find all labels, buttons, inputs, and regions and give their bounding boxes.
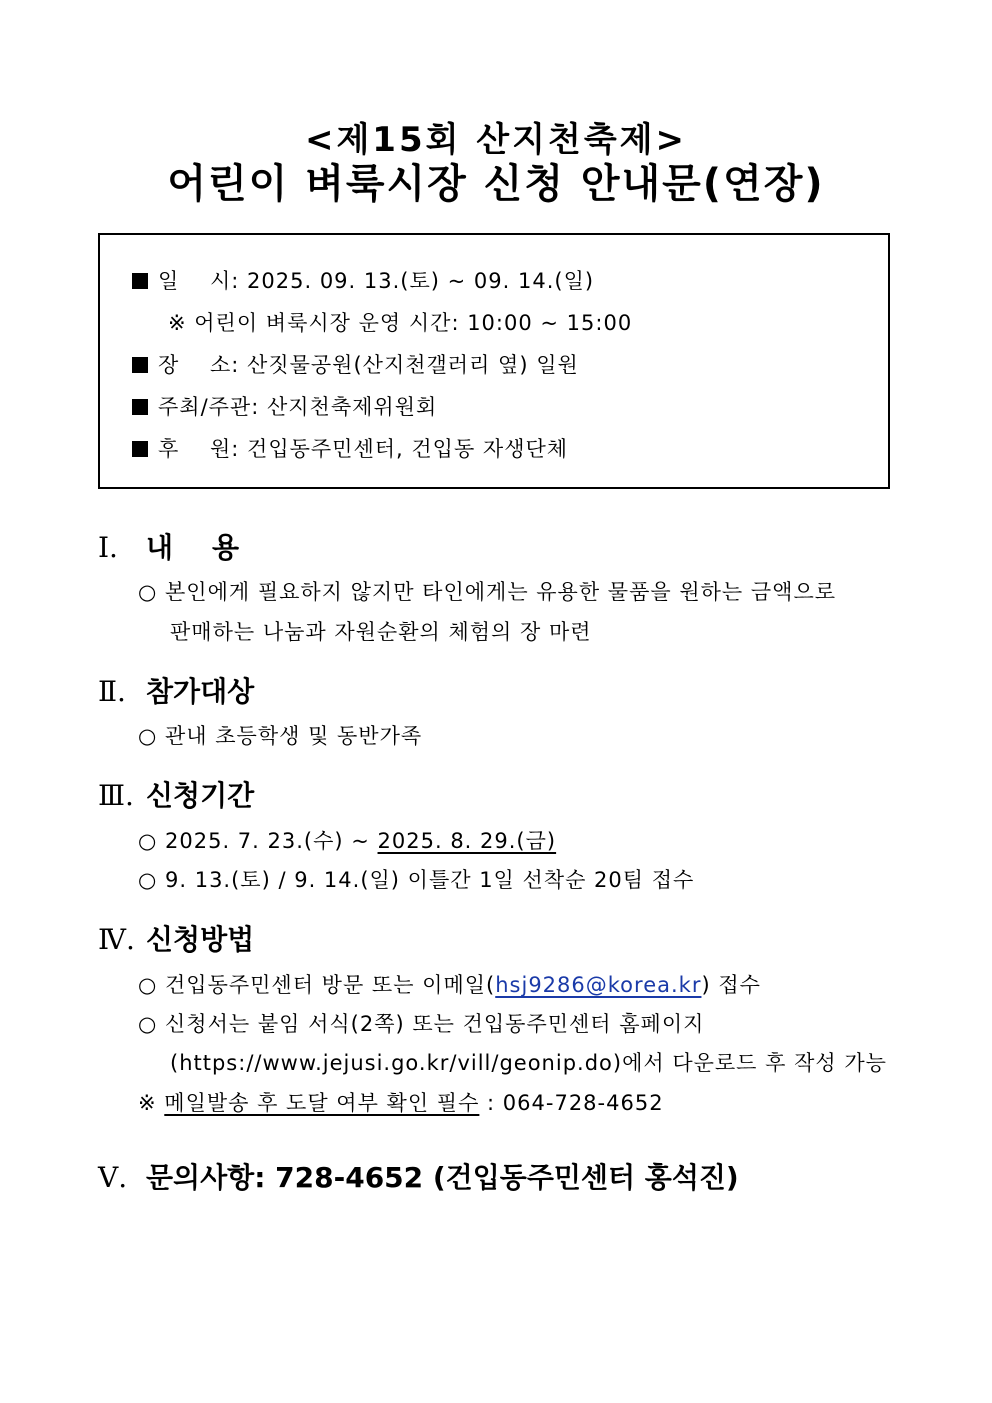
section-3-line-2: ○ 9. 13.(토) / 9. 14.(일) 이틀간 1일 선착순 20팀 접수 — [138, 868, 695, 892]
section-4-line-1: ○ 건입동주민센터 방문 또는 이메일(hsj9286@korea.kr) 접수 — [138, 973, 761, 997]
section-4-line-2: ○ 신청서는 붙임 서식(2쪽) 또는 건입동주민센터 홈페이지 — [138, 1012, 705, 1036]
section-3-heading: Ⅲ. 신청기간 — [98, 779, 255, 812]
square-bullet-icon — [132, 273, 148, 289]
section-1-line-1: ○ 본인에게 필요하지 않지만 타인에게는 유용한 물품을 원하는 금액으로 — [138, 580, 837, 604]
section-1-line-2: 판매하는 나눔과 자원순환의 체험의 장 마련 — [170, 620, 592, 644]
info-date: 일 시: 2025. 09. 13.(토) ~ 09. 14.(일) — [132, 265, 594, 295]
info-support: 후 원: 건입동주민센터, 건입동 자생단체 — [132, 433, 568, 463]
square-bullet-icon — [132, 441, 148, 457]
info-place: 장 소: 산짓물공원(산지천갤러리 옆) 일원 — [132, 349, 579, 379]
section-4-line-3: (https://www.jejusi.go.kr/vill/geonip.do)에서 다운로드 후 작성 가능 — [170, 1051, 887, 1075]
section-5-heading: Ⅴ. 문의사항: 728-4652 (건입동주민센터 홍석진) — [98, 1161, 739, 1194]
deadline-date: 2025. 8. 29.(금) — [377, 829, 557, 853]
email-link[interactable]: hsj9286@korea.kr — [495, 973, 702, 997]
title-main: 어린이 벼룩시장 신청 안내문(연장) — [167, 161, 825, 207]
section-2-line-1: ○ 관내 초등학생 및 동반가족 — [138, 724, 423, 748]
info-note: ※ 어린이 벼룩시장 운영 시간: 10:00 ~ 15:00 — [168, 311, 633, 335]
section-4-note: ※ 메일발송 후 도달 여부 확인 필수 : 064-728-4652 — [138, 1091, 664, 1115]
info-host: 주최/주관: 산지천축제위원회 — [132, 391, 437, 421]
section-1-heading: Ⅰ. 내 용 — [98, 531, 240, 564]
square-bullet-icon — [132, 399, 148, 415]
section-4-heading: Ⅳ. 신청방법 — [98, 923, 255, 956]
section-3-line-1: ○ 2025. 7. 23.(수) ~ 2025. 8. 29.(금) — [138, 829, 557, 853]
section-2-heading: Ⅱ. 참가대상 — [98, 675, 255, 708]
square-bullet-icon — [132, 357, 148, 373]
title-festival: <제15회 산지천축제> — [304, 120, 688, 160]
